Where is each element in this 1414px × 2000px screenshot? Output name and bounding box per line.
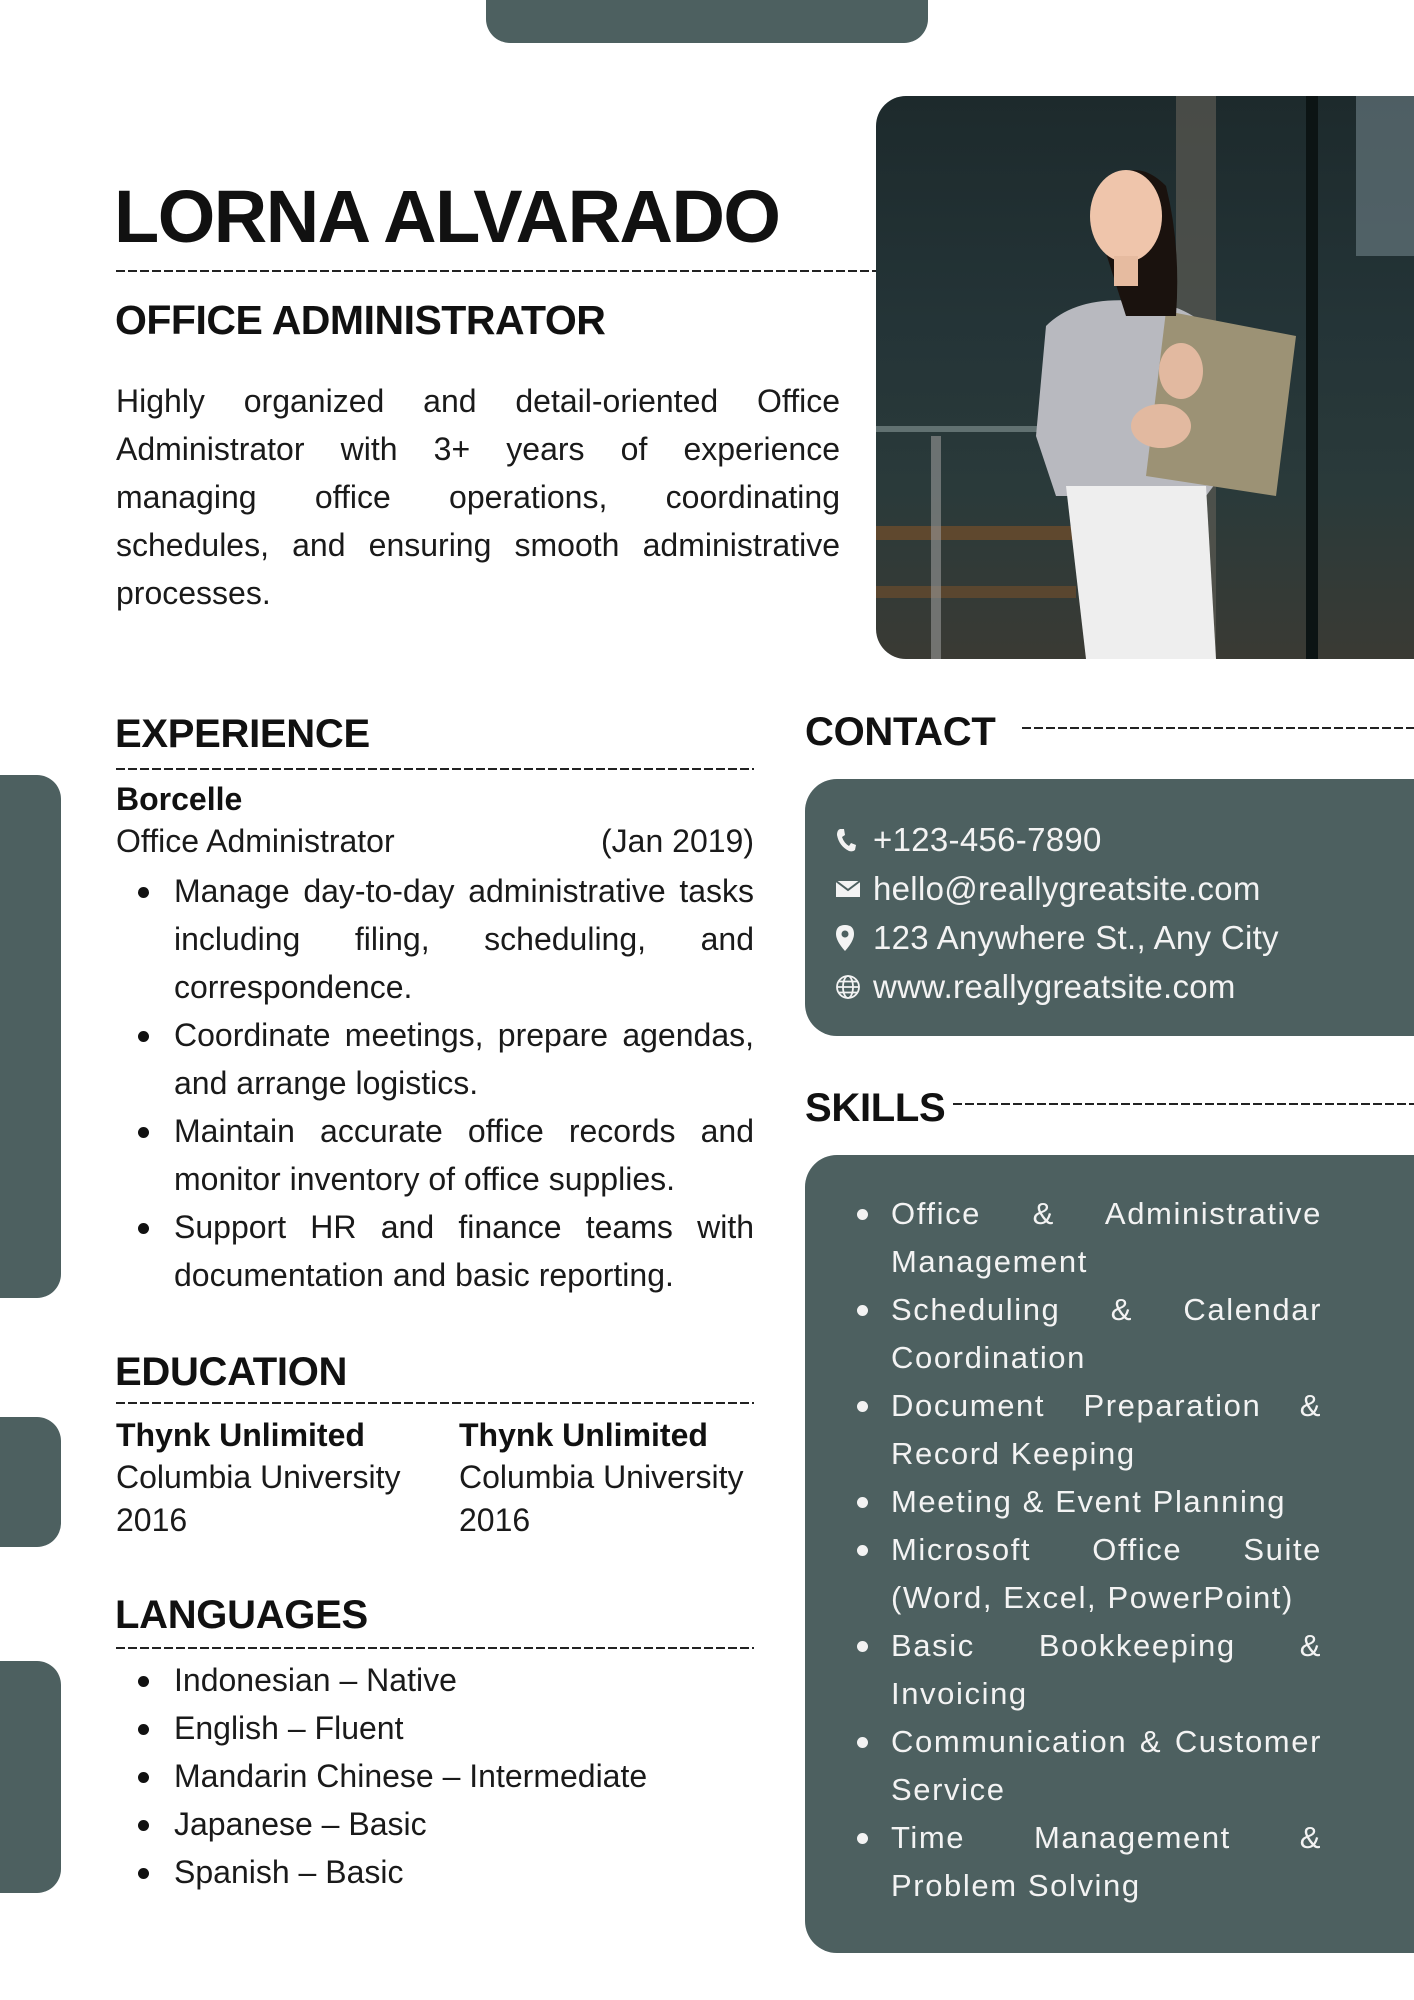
list-item: Document Preparation & Record Keeping (805, 1382, 1414, 1478)
phone-icon (835, 827, 873, 853)
list-item: Communication & Customer Service (805, 1718, 1414, 1814)
profile-photo (876, 96, 1414, 659)
top-accent-bar (486, 0, 928, 43)
experience-entry (116, 778, 754, 1299)
list-item: Office & Administrative Management (805, 1190, 1414, 1286)
list-item: Support HR and finance teams with documentation and basic reporting. (116, 1203, 754, 1299)
education-heading: EDUCATION (115, 1350, 348, 1394)
contact-website-value: www.reallygreatsite.com (873, 967, 1236, 1005)
languages-divider (116, 1647, 754, 1649)
contact-divider (1022, 727, 1414, 729)
skills-divider (953, 1103, 1414, 1105)
contact-phone-value: +123-456-7890 (873, 820, 1102, 858)
list-item: English – Fluent (116, 1704, 776, 1752)
education-year: 2016 (459, 1502, 531, 1538)
list-item: Time Management & Problem Solving (805, 1814, 1414, 1910)
profile-summary: Highly organized and detail-oriented Office Administrator with 3+ years of experience managing office operations, coordinating schedules, and ensuring smooth administrative processes. (116, 383, 840, 611)
contact-website (835, 962, 1414, 1011)
education-school: Columbia University (459, 1459, 744, 1495)
list-item: Indonesian – Native (116, 1656, 776, 1704)
candidate-name: LORNA ALVARADO (114, 175, 780, 258)
role-date: (Jan 2019) (601, 823, 754, 859)
location-icon (835, 924, 873, 952)
education-entry (116, 1414, 456, 1542)
contact-email (835, 864, 1414, 913)
list-item: Meeting & Event Planning (805, 1478, 1414, 1526)
education-entry (459, 1414, 799, 1542)
education-year: 2016 (116, 1502, 188, 1538)
experience-bullets (116, 867, 754, 1299)
left-accent-bar-experience (0, 775, 61, 1298)
left-accent-bar-languages (0, 1661, 61, 1893)
contact-panel (805, 779, 1414, 1036)
company-name: Borcelle (116, 781, 243, 817)
list-item: Spanish – Basic (116, 1848, 776, 1896)
contact-heading: CONTACT (805, 710, 996, 754)
role-row (116, 820, 754, 863)
contact-email-value: hello@reallygreatsite.com (873, 869, 1261, 907)
job-title: OFFICE ADMINISTRATOR (115, 297, 606, 343)
experience-divider (116, 768, 754, 770)
left-accent-bar-education (0, 1417, 61, 1547)
list-item: Scheduling & Calendar Coordination (805, 1286, 1414, 1382)
portrait-illustration (876, 96, 1414, 659)
list-item: Japanese – Basic (116, 1800, 776, 1848)
education-school: Columbia University (116, 1459, 401, 1495)
skills-heading: SKILLS (805, 1086, 946, 1130)
skills-list (805, 1190, 1414, 1910)
list-item: Coordinate meetings, prepare agendas, and arrange logistics. (116, 1011, 754, 1107)
list-item: Manage day-to-day administrative tasks including filing, scheduling, and correspondence. (116, 867, 754, 1011)
email-icon (835, 880, 873, 898)
role-title: Office Administrator (116, 823, 395, 859)
experience-heading: EXPERIENCE (115, 712, 370, 756)
skills-panel (805, 1155, 1414, 1953)
education-divider (116, 1402, 754, 1404)
list-item: Basic Bookkeeping & Invoicing (805, 1622, 1414, 1718)
list-item: Microsoft Office Suite (Word, Excel, PowerPoint) (805, 1526, 1414, 1622)
education-name: Thynk Unlimited (116, 1417, 365, 1453)
languages-heading: LANGUAGES (115, 1593, 368, 1637)
list-item: Maintain accurate office records and monitor inventory of office supplies. (116, 1107, 754, 1203)
languages-list (116, 1656, 776, 1896)
name-divider (116, 270, 876, 272)
list-item: Mandarin Chinese – Intermediate (116, 1752, 776, 1800)
contact-address (835, 913, 1414, 962)
contact-phone (835, 815, 1414, 864)
globe-icon (835, 974, 873, 1000)
education-name: Thynk Unlimited (459, 1417, 708, 1453)
contact-address-value: 123 Anywhere St., Any City (873, 918, 1279, 956)
